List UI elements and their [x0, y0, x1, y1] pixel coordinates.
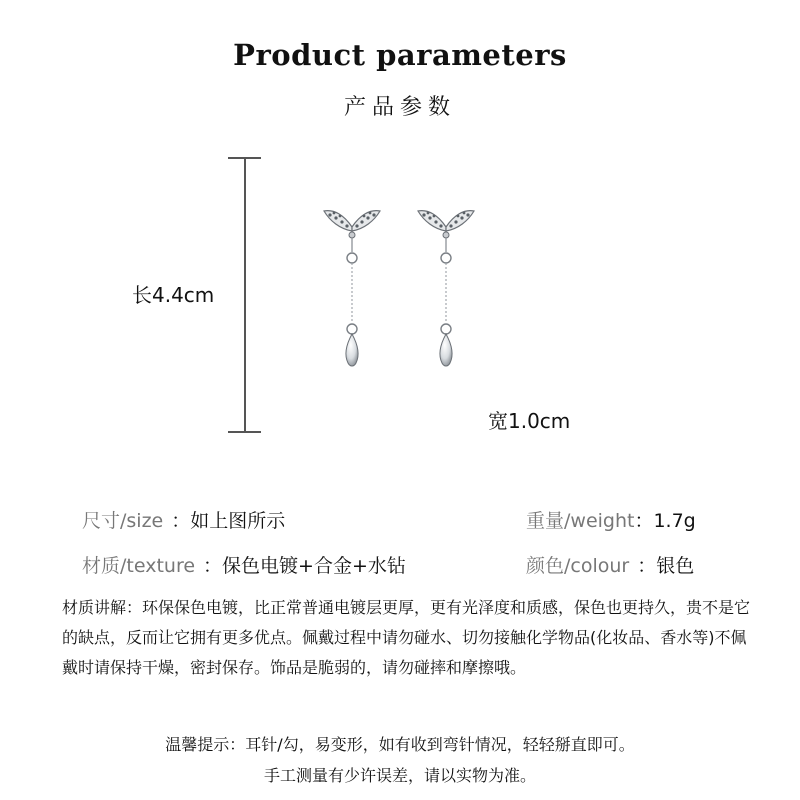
tip-line-2: 手工测量有少许误差，请以实物为准。: [263, 766, 536, 785]
material-description: 材质讲解：环保保色电镀，比正常普通电镀层更厚，更有光泽度和质感，保色也更持久，贵不是它的缺点，反而让它拥有更多优点。佩戴过程中请勿碰水、切勿接触化学物品(化妆品、香水等)不佩戴时请保持干燥，密封保存。饰品是脆弱的，请勿碰摔和摩擦哦。: [62, 598, 751, 677]
width-label: 宽1.0cm: [488, 409, 571, 433]
param-weight-value: ：1.7g: [634, 510, 696, 532]
tip-line-1: 温馨提示：耳针/勾，易变形，如有收到弯针情况，轻轻掰直即可。: [165, 735, 635, 754]
param-texture-value: ：保色电镀+合金+水钻: [203, 555, 406, 577]
length-dimension-line: [244, 157, 246, 432]
param-colour-key: 颜色/colour: [526, 555, 630, 577]
left-earring: [324, 211, 380, 366]
param-colour-value: ：银色: [637, 555, 695, 577]
length-label: 长4.4cm: [132, 283, 215, 307]
param-texture: [82, 551, 406, 578]
param-size-key: 尺寸/size: [82, 510, 164, 532]
param-colour: [526, 551, 694, 578]
earrings-image: [300, 195, 500, 385]
right-earring: [418, 211, 474, 366]
page-title: Product parameters: [233, 38, 567, 72]
param-weight: [526, 506, 696, 533]
param-weight-key: 重量/weight: [526, 510, 635, 532]
length-dimension-bottom-cap: [228, 431, 261, 433]
param-size-value: ：如上图所示: [171, 510, 286, 532]
param-texture-key: 材质/texture: [82, 555, 196, 577]
page-subtitle: 产品参数: [343, 95, 456, 120]
param-size: [82, 506, 285, 533]
